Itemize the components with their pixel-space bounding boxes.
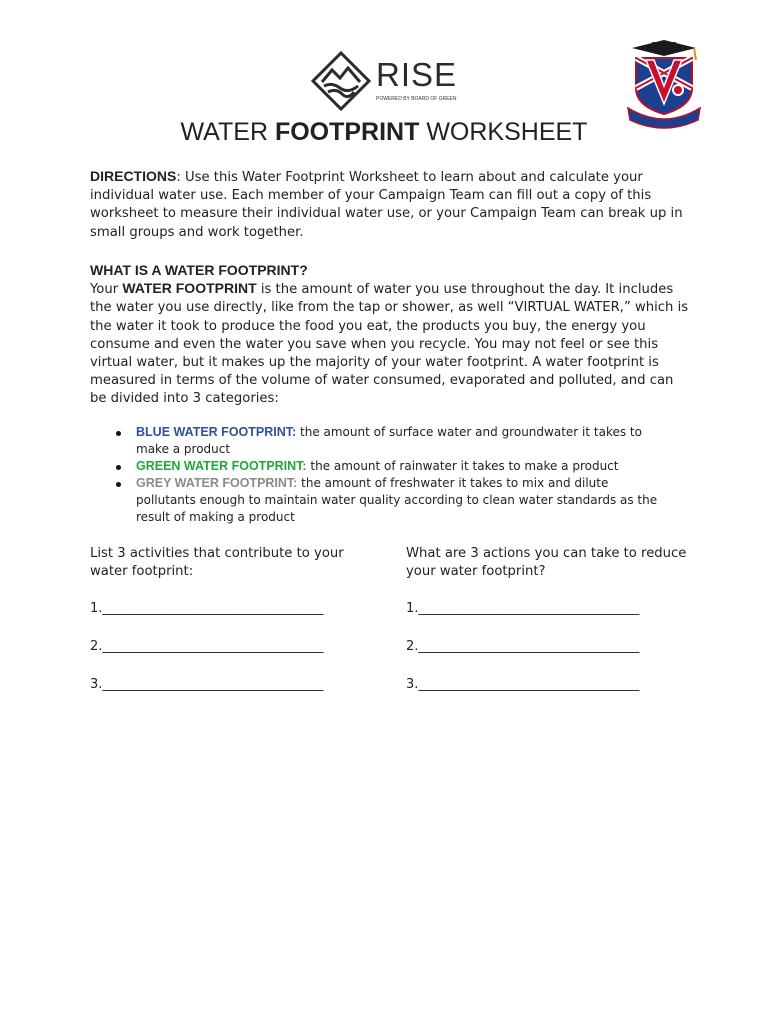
what-is-section [90,261,690,409]
green-footprint-label: GREEN WATER FOOTPRINT: [136,459,307,473]
logo-tagline: POWERED BY BOARD OF GREEN [376,96,457,102]
activity-answer-line-2[interactable]: 2.__________________________________ [90,639,324,655]
actions-question: What are 3 actions you can take to reduce your water footprint? [406,546,687,580]
grey-footprint-label: GREY WATER FOOTPRINT: [136,476,298,490]
directions-text: : Use this Water Footprint Worksheet to learn about and calculate your individual water use. Each member of your Campaign Team can fill out a copy of this worksheet to measure their individual water use, or your Campaign Team can break up in small groups and work together. [90,170,683,240]
list-item-grey [112,475,672,526]
page-title [0,118,768,147]
action-answer-line-2[interactable]: 2.__________________________________ [406,639,640,655]
logo-wordmark: RISE [376,56,458,93]
activity-answer-line-3[interactable]: 3.__________________________________ [90,677,324,693]
directions-paragraph [90,167,690,242]
title-part-water: WATER [180,118,275,146]
rise-mountain-logo-icon [310,50,372,112]
directions-label: DIRECTIONS [90,168,177,184]
activity-answer-line-1[interactable]: 1.__________________________________ [90,601,324,616]
blue-footprint-text: the amount of surface water and groundwater it takes to make a product [136,425,642,456]
school-crest-icon [624,38,704,130]
list-item-green [112,458,672,475]
water-footprint-term: WATER FOOTPRINT [122,280,257,297]
grey-footprint-text: the amount of freshwater it takes to mix and dilute pollutants enough to maintain water quality according to clean water standards as the result of making a product [136,476,658,524]
rise-logo [310,50,458,114]
action-answer-line-3[interactable]: 3.__________________________________ [406,677,640,693]
list-item-blue [112,424,672,458]
what-is-lead: Your [90,282,123,298]
category-list [112,424,672,526]
activities-question-column [90,545,380,695]
bullet-icon [116,465,121,470]
green-footprint-text: the amount of rainwater it takes to make a product [306,459,619,473]
what-is-heading: WHAT IS A WATER FOOTPRINT? [90,262,308,278]
actions-question-column [406,545,696,695]
bullet-icon [116,431,121,436]
what-is-text: is the amount of water you use throughout the day. It includes the water you use directly, like from the tap or shower, as well “VIRTUAL WATER,” which is the water it took to produce the food you eat, the products you buy, the energy you consume and even the water you save when you recycle. You may not feel or see this virtual water, but it makes up the majority of your water footprint. A water footprint is measured in terms of the volume of water consumed, evaporated and polluted, and can be divided into 3 categories: [90,282,689,407]
title-part-worksheet: WORKSHEET [419,118,588,146]
activities-question: List 3 activities that contribute to your water footprint: [90,546,344,580]
school-seal [624,38,704,130]
action-answer-line-1[interactable]: 1.__________________________________ [406,601,640,616]
blue-footprint-label: BLUE WATER FOOTPRINT: [136,425,297,439]
title-part-footprint: FOOTPRINT [274,118,420,146]
bullet-icon [116,482,121,487]
